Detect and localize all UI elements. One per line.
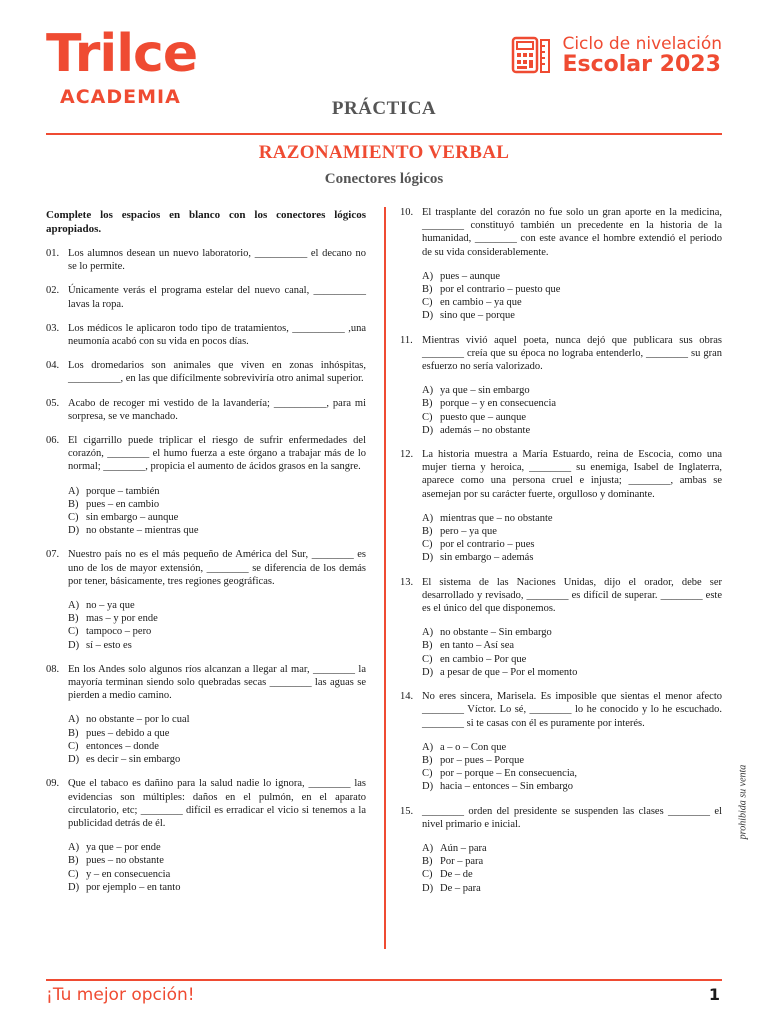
question-text: ________ orden del presidente se suspenden las clases ________ el nivel primario e inicial. xyxy=(422,805,722,830)
option-text: mas – y por ende xyxy=(86,613,158,625)
option-letter: D) xyxy=(422,310,434,322)
answer-option xyxy=(422,551,722,564)
answer-option xyxy=(422,512,722,525)
question-12 xyxy=(400,448,722,565)
answer-option xyxy=(422,283,722,296)
option-letter: C) xyxy=(422,539,433,551)
answer-option xyxy=(422,767,722,780)
option-letter: A) xyxy=(422,270,434,282)
answer-option xyxy=(68,740,366,753)
option-letter: C) xyxy=(68,868,79,880)
option-letter: B) xyxy=(68,727,79,739)
option-letter: B) xyxy=(422,640,433,652)
question-11 xyxy=(400,334,722,437)
question-14 xyxy=(400,690,722,793)
option-letter: C) xyxy=(422,869,433,881)
answer-option xyxy=(68,727,366,740)
answer-options xyxy=(422,384,722,437)
answer-options xyxy=(422,626,722,679)
cycle-title: Ciclo de nivelación xyxy=(562,33,722,54)
option-text: además – no obstante xyxy=(440,424,531,436)
answer-option xyxy=(422,780,722,793)
question-2 xyxy=(46,284,366,310)
option-letter: D) xyxy=(68,754,80,766)
question-15 xyxy=(400,805,722,895)
question-number: 03. xyxy=(46,322,60,334)
option-letter: B) xyxy=(422,284,433,296)
option-text: De – de xyxy=(440,869,473,881)
option-letter: A) xyxy=(422,385,434,397)
answer-options xyxy=(422,741,722,794)
header-divider xyxy=(46,133,722,135)
option-text: sí – esto es xyxy=(86,639,132,651)
answer-option xyxy=(422,384,722,397)
question-3 xyxy=(46,322,366,348)
question-text: Los dromedarios son animales que viven en zonas inhóspitas, __________, en las que difícilmente sobreviviría otro animal superior. xyxy=(68,360,366,385)
brand-logo xyxy=(46,24,198,108)
question-number: 11. xyxy=(400,334,413,346)
option-letter: A) xyxy=(422,842,434,854)
option-letter: D) xyxy=(68,639,80,651)
answer-option xyxy=(422,538,722,551)
option-letter: D) xyxy=(422,666,434,678)
answer-option xyxy=(422,397,722,410)
answer-option xyxy=(422,653,722,666)
answer-options xyxy=(68,485,366,538)
question-8 xyxy=(46,663,366,766)
option-text: sin embargo – además xyxy=(440,552,534,564)
answer-options xyxy=(422,842,722,895)
question-number: 02. xyxy=(46,285,60,297)
question-number: 01. xyxy=(46,248,60,259)
question-text: Únicamente verás el programa estelar del nuevo canal, __________ lavas la ropa. xyxy=(68,285,366,310)
answer-option xyxy=(68,612,366,625)
answer-option xyxy=(422,882,722,895)
question-text: El sistema de las Naciones Unidas, dijo el orador, debe ser desarrollado y revisado, ________ es difícil de superar. ________ este es el único del que disponemos. xyxy=(422,576,722,615)
cycle-badge xyxy=(510,34,722,78)
answer-option xyxy=(422,842,722,855)
option-text: Por – para xyxy=(440,856,484,868)
option-letter: D) xyxy=(68,881,80,893)
option-text: porque – y en consecuencia xyxy=(440,398,557,410)
question-10 xyxy=(400,206,722,323)
option-letter: C) xyxy=(422,653,433,665)
question-number: 15. xyxy=(400,805,414,817)
option-letter: D) xyxy=(422,882,434,894)
question-text: No eres sincera, Marisela. Es imposible que sientas el menor afecto ________ Víctor. Lo sé, ________ lo he conocido y lo he escuchado. ________ si te casas con él es puramente por interés. xyxy=(422,691,722,729)
answer-option xyxy=(68,713,366,726)
option-text: no – ya que xyxy=(86,600,135,612)
question-number: 08. xyxy=(46,663,60,675)
question-number: 04. xyxy=(46,360,60,372)
answer-option xyxy=(68,524,366,537)
calculator-ruler-icon xyxy=(510,34,554,78)
option-letter: C) xyxy=(422,297,433,309)
option-letter: A) xyxy=(422,512,434,524)
right-column xyxy=(400,206,722,906)
option-text: ya que – por ende xyxy=(86,842,161,854)
option-text: pues – en cambio xyxy=(86,498,160,510)
question-text: En los Andes solo algunos ríos alcanzan a llegar al mar, ________ la mayoría terminan siendo solo quebradas secas ________ las aguas se pierden a medio camino. xyxy=(68,663,366,702)
option-text: en cambio – ya que xyxy=(440,297,522,309)
option-text: a – o – Con que xyxy=(440,741,507,753)
question-text: Acabo de recoger mi vestido de la lavandería; __________, para mi sorpresa, se ve manchado. xyxy=(68,397,366,422)
option-letter: B) xyxy=(422,856,433,868)
question-number: 10. xyxy=(400,207,414,218)
option-text: es decir – sin embargo xyxy=(86,754,181,766)
option-text: a pesar de que – Por el momento xyxy=(440,666,578,678)
answer-option xyxy=(68,841,366,854)
brand-subtitle: ACADEMIA xyxy=(60,86,181,108)
question-text: Los médicos le aplicaron todo tipo de tratamientos, __________ ,una neumonía acabó con su vida en pocos días. xyxy=(68,322,366,348)
option-letter: B) xyxy=(68,498,79,510)
option-text: no obstante – Sin embargo xyxy=(440,627,552,639)
question-7 xyxy=(46,548,366,651)
answer-option xyxy=(422,424,722,437)
option-text: por ejemplo – en tanto xyxy=(86,881,181,893)
answer-option xyxy=(68,881,366,894)
page-number: 1 xyxy=(708,985,720,1004)
option-letter: A) xyxy=(422,627,434,639)
answer-option xyxy=(68,639,366,652)
option-text: ya que – sin embargo xyxy=(440,385,530,397)
question-number: 14. xyxy=(400,691,414,703)
option-letter: C) xyxy=(68,626,79,638)
question-text: Nuestro país no es el más pequeño de América del Sur, ________ es uno de los de mayor extensión, ________ se diferencia de los demás por tener, básicamente, tres regiones geográficas. xyxy=(68,549,366,587)
answer-option xyxy=(68,599,366,612)
option-text: por el contrario – pues xyxy=(440,539,535,551)
question-number: 13. xyxy=(400,576,414,588)
option-text: puesto que – aunque xyxy=(440,411,527,423)
option-letter: B) xyxy=(68,613,79,625)
option-text: De – para xyxy=(440,882,481,894)
side-note xyxy=(736,752,750,852)
instructions: Complete los espacios en blanco con los conectores lógicos apropiados. xyxy=(46,209,366,235)
option-letter: C) xyxy=(68,512,79,524)
answer-option xyxy=(422,296,722,309)
option-letter: A) xyxy=(68,485,80,497)
option-text: en tanto – Así sea xyxy=(440,640,515,652)
answer-option xyxy=(68,868,366,881)
question-6 xyxy=(46,434,366,537)
question-number: 09. xyxy=(46,778,60,790)
question-13 xyxy=(400,576,722,679)
answer-option xyxy=(68,485,366,498)
answer-option xyxy=(68,854,366,867)
footer-slogan: ¡Tu mejor opción! xyxy=(46,985,195,1005)
column-divider xyxy=(384,207,386,949)
option-letter: C) xyxy=(68,740,79,752)
answer-options xyxy=(422,270,722,323)
answer-option xyxy=(422,309,722,322)
option-letter: B) xyxy=(422,398,433,410)
option-text: por – pues – Porque xyxy=(440,754,524,766)
answer-options xyxy=(68,713,366,766)
footer-divider xyxy=(46,979,722,981)
option-text: por – porque – En consecuencia, xyxy=(440,768,578,780)
option-letter: B) xyxy=(68,855,79,867)
option-letter: D) xyxy=(422,552,434,564)
option-letter: C) xyxy=(422,768,433,780)
question-text: Que el tabaco es dañino para la salud nadie lo ignora, ________ las evidencias son múltiples: daños en el pulmón, en el aparato circulatorio, etc; ________ difícil es erradicar el vicio si tenemos a la publicidad detrás de él. xyxy=(68,778,366,829)
option-letter: A) xyxy=(68,714,80,726)
option-text: sin embargo – aunque xyxy=(86,512,179,524)
option-text: no obstante – mientras que xyxy=(86,525,199,537)
answer-option xyxy=(422,754,722,767)
question-number: 06. xyxy=(46,435,60,447)
answer-option xyxy=(422,411,722,424)
answer-options xyxy=(68,841,366,894)
option-letter: A) xyxy=(422,741,434,753)
option-text: tampoco – pero xyxy=(86,626,152,638)
question-number: 05. xyxy=(46,397,60,409)
option-text: pues – no obstante xyxy=(86,855,164,867)
option-text: porque – también xyxy=(86,485,160,497)
option-text: y – en consecuencia xyxy=(86,868,171,880)
topic-title: Conectores lógicos xyxy=(324,171,444,187)
option-text: pero – ya que xyxy=(440,526,497,538)
answer-option xyxy=(422,525,722,538)
question-number: 12. xyxy=(400,449,414,461)
option-text: Aún – para xyxy=(440,842,487,854)
brand-name: Trilce xyxy=(46,24,198,84)
answer-option xyxy=(422,666,722,679)
cycle-year: Escolar 2023 xyxy=(562,52,721,78)
question-text: El cigarrillo puede triplicar el riesgo de sufrir enfermedades del corazón, ________ el humo fuerza a este órgano a trabajar más de lo normal; ________, propicia el aumento de ácidos grasos en la sangre. xyxy=(68,435,366,473)
option-letter: D) xyxy=(422,781,434,793)
question-1 xyxy=(46,247,366,273)
question-5 xyxy=(46,397,366,423)
answer-option xyxy=(422,626,722,639)
answer-option xyxy=(68,625,366,638)
option-letter: D) xyxy=(68,525,80,537)
page-title: PRÁCTICA xyxy=(331,98,437,119)
answer-option xyxy=(68,511,366,524)
option-letter: A) xyxy=(68,600,80,612)
option-text: sino que – porque xyxy=(440,310,515,322)
option-text: pues – aunque xyxy=(440,270,501,282)
side-note-text: prohibida su venta xyxy=(737,764,749,840)
option-letter: B) xyxy=(422,754,433,766)
answer-option xyxy=(422,868,722,881)
question-text: Los alumnos desean un nuevo laboratorio, __________ el decano no se lo permite. xyxy=(68,248,366,273)
left-column xyxy=(46,208,366,905)
answer-option xyxy=(422,855,722,868)
option-letter: C) xyxy=(422,411,433,423)
answer-option xyxy=(422,270,722,283)
question-number: 07. xyxy=(46,549,60,561)
option-letter: D) xyxy=(422,424,434,436)
option-text: en cambio – Por que xyxy=(440,653,527,665)
question-text: El trasplante del corazón no fue solo un gran aporte en la medicina, ________ constituyó también un precedente en la historia de la humanidad, ________ con este avance el hombre extendió el periodo de su vida considerablemente. xyxy=(422,207,722,258)
option-letter: B) xyxy=(422,526,433,538)
answer-option xyxy=(422,639,722,652)
option-text: entonces – donde xyxy=(86,740,159,752)
question-9 xyxy=(46,777,366,894)
option-text: no obstante – por lo cual xyxy=(86,714,190,726)
subject-title: RAZONAMIENTO VERBAL xyxy=(258,142,510,163)
question-text: La historia muestra a María Estuardo, reina de Escocia, como una mujer tierna y heroica, ________ su enemiga, Isabel de Inglaterra, aparece como una persona cruel e injusta; ________, ambas se asemejan por su carácter fuerte, orgulloso y dominante. xyxy=(422,449,722,500)
option-text: por el contrario – puesto que xyxy=(440,284,561,296)
answer-option xyxy=(422,741,722,754)
answer-options xyxy=(68,599,366,652)
question-text: Mientras vivió aquel poeta, nunca dejó que publicara sus obras ________ creía que su época no lograba entenderlo, ________ su gran esfuerzo no sería valorizado. xyxy=(422,334,722,373)
question-4 xyxy=(46,359,366,385)
option-letter: A) xyxy=(68,842,80,854)
answer-option xyxy=(68,753,366,766)
option-text: mientras que – no obstante xyxy=(440,512,553,524)
answer-option xyxy=(68,498,366,511)
answer-options xyxy=(422,512,722,565)
option-text: hacia – entonces – Sin embargo xyxy=(440,781,574,793)
option-text: pues – debido a que xyxy=(86,727,170,739)
